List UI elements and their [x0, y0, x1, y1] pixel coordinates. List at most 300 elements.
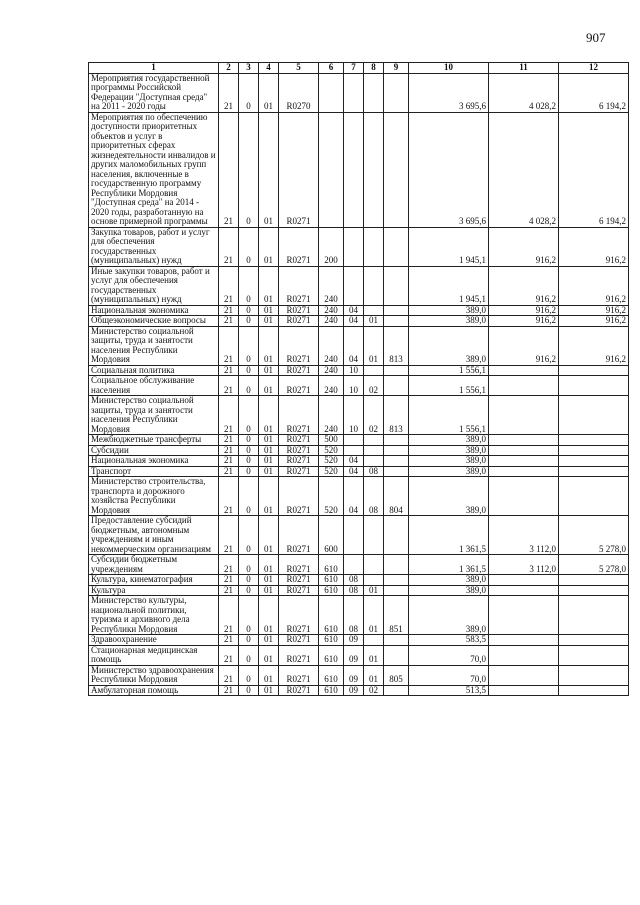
row-value-cell	[344, 435, 364, 446]
row-value-cell: 21	[219, 466, 239, 477]
row-value-cell: 04	[344, 456, 364, 467]
row-value-cell: 21	[219, 305, 239, 316]
table-row	[89, 477, 629, 516]
row-value-cell: R0271	[279, 635, 319, 646]
table-row	[89, 326, 629, 365]
row-label-cell: Национальная экономика	[89, 456, 219, 467]
row-value-cell: 0	[239, 585, 259, 596]
row-value-cell: 0	[239, 456, 259, 467]
table-row	[89, 396, 629, 435]
row-value-cell	[489, 665, 559, 685]
row-value-cell: 389,0	[409, 585, 489, 596]
row-value-cell	[489, 365, 559, 376]
row-value-cell	[559, 466, 629, 477]
row-value-cell: 01	[259, 376, 279, 396]
row-value-cell: 21	[219, 435, 239, 446]
table-header-row	[89, 63, 629, 74]
row-value-cell	[559, 456, 629, 467]
row-value-cell: 0	[239, 575, 259, 586]
row-value-cell	[364, 555, 384, 575]
row-value-cell	[384, 376, 409, 396]
table-row	[89, 73, 629, 112]
row-value-cell: 813	[384, 326, 409, 365]
row-value-cell: 01	[259, 365, 279, 376]
row-value-cell: 01	[259, 227, 279, 266]
row-value-cell: R0271	[279, 645, 319, 665]
row-value-cell: 01	[364, 585, 384, 596]
row-value-cell: R0271	[279, 365, 319, 376]
row-value-cell: 01	[259, 326, 279, 365]
column-header: 12	[559, 63, 629, 74]
row-value-cell	[559, 376, 629, 396]
row-value-cell: 0	[239, 266, 259, 305]
row-value-cell: 0	[239, 316, 259, 327]
table-row	[89, 645, 629, 665]
row-value-cell	[489, 376, 559, 396]
row-value-cell: 804	[384, 477, 409, 516]
row-value-cell: 0	[239, 396, 259, 435]
row-label-cell: Культура, кинематография	[89, 575, 219, 586]
row-value-cell: 0	[239, 305, 259, 316]
row-value-cell: 04	[344, 477, 364, 516]
table-row	[89, 596, 629, 635]
row-value-cell: 01	[259, 477, 279, 516]
row-value-cell: 5 278,0	[559, 516, 629, 555]
row-label-cell: Транспорт	[89, 466, 219, 477]
row-value-cell: 0	[239, 466, 259, 477]
row-value-cell: R0271	[279, 555, 319, 575]
row-value-cell	[384, 685, 409, 696]
row-value-cell	[344, 445, 364, 456]
row-value-cell	[489, 635, 559, 646]
row-value-cell: 389,0	[409, 466, 489, 477]
row-value-cell: 610	[319, 685, 344, 696]
row-value-cell: 0	[239, 596, 259, 635]
row-value-cell	[364, 456, 384, 467]
row-value-cell: R0271	[279, 665, 319, 685]
row-value-cell: 389,0	[409, 316, 489, 327]
row-value-cell	[559, 645, 629, 665]
row-label-cell: Мероприятия государственной программы Российской Федерации "Доступная среда" на 2011 - 2020 годы	[89, 73, 219, 112]
row-value-cell: 610	[319, 635, 344, 646]
row-value-cell	[319, 73, 344, 112]
row-value-cell: 01	[259, 316, 279, 327]
row-value-cell: 389,0	[409, 575, 489, 586]
row-label-cell: Стационарная медицинская помощь	[89, 645, 219, 665]
row-value-cell	[489, 596, 559, 635]
table-row	[89, 305, 629, 316]
table-row	[89, 665, 629, 685]
row-value-cell: 240	[319, 266, 344, 305]
row-value-cell: 09	[344, 665, 364, 685]
row-value-cell	[559, 635, 629, 646]
row-value-cell: 0	[239, 635, 259, 646]
row-value-cell: 21	[219, 376, 239, 396]
row-value-cell: 01	[259, 575, 279, 586]
row-value-cell: R0271	[279, 266, 319, 305]
row-value-cell: 1 945,1	[409, 266, 489, 305]
row-value-cell: 916,2	[489, 316, 559, 327]
row-value-cell	[364, 445, 384, 456]
row-value-cell: 500	[319, 435, 344, 446]
row-value-cell: 389,0	[409, 456, 489, 467]
row-value-cell: 21	[219, 555, 239, 575]
row-value-cell: 0	[239, 112, 259, 227]
row-value-cell: 21	[219, 516, 239, 555]
row-value-cell	[384, 445, 409, 456]
row-value-cell: 02	[364, 376, 384, 396]
row-value-cell: 01	[364, 326, 384, 365]
row-label-cell: Иные закупки товаров, работ и услуг для обеспечения государственных (муниципальных) нужд	[89, 266, 219, 305]
row-value-cell: 10	[344, 396, 364, 435]
row-value-cell: R0271	[279, 227, 319, 266]
row-value-cell	[384, 227, 409, 266]
row-value-cell	[489, 477, 559, 516]
row-value-cell: 4 028,2	[489, 112, 559, 227]
row-value-cell: R0271	[279, 685, 319, 696]
row-value-cell	[559, 585, 629, 596]
row-value-cell: 21	[219, 585, 239, 596]
row-value-cell: 0	[239, 477, 259, 516]
row-value-cell: 240	[319, 305, 344, 316]
row-value-cell	[489, 466, 559, 477]
row-value-cell: 583,5	[409, 635, 489, 646]
row-value-cell	[364, 635, 384, 646]
row-value-cell	[559, 396, 629, 435]
row-value-cell	[489, 445, 559, 456]
row-value-cell	[489, 645, 559, 665]
row-value-cell: R0271	[279, 585, 319, 596]
row-value-cell: 01	[259, 73, 279, 112]
row-value-cell: 1 556,1	[409, 376, 489, 396]
row-value-cell: 916,2	[559, 227, 629, 266]
row-value-cell: 70,0	[409, 665, 489, 685]
table-row	[89, 445, 629, 456]
row-value-cell: 3 112,0	[489, 516, 559, 555]
row-value-cell	[559, 665, 629, 685]
row-label-cell: Социальное обслуживание населения	[89, 376, 219, 396]
row-value-cell: R0271	[279, 435, 319, 446]
row-value-cell	[384, 575, 409, 586]
row-value-cell: 01	[259, 456, 279, 467]
row-value-cell	[384, 266, 409, 305]
column-header: 7	[344, 63, 364, 74]
row-value-cell: 851	[384, 596, 409, 635]
row-value-cell: 21	[219, 635, 239, 646]
row-value-cell: 01	[364, 645, 384, 665]
row-value-cell: 01	[259, 466, 279, 477]
row-value-cell: R0271	[279, 477, 319, 516]
row-value-cell: 520	[319, 456, 344, 467]
table-row	[89, 227, 629, 266]
row-label-cell: Субсидии бюджетным учреждениям	[89, 555, 219, 575]
table-row	[89, 555, 629, 575]
row-value-cell	[384, 635, 409, 646]
row-value-cell: 916,2	[559, 326, 629, 365]
row-value-cell: 3 695,6	[409, 73, 489, 112]
row-value-cell: 389,0	[409, 477, 489, 516]
row-value-cell: 916,2	[559, 316, 629, 327]
row-value-cell: R0271	[279, 516, 319, 555]
column-header: 9	[384, 63, 409, 74]
row-label-cell: Национальная экономика	[89, 305, 219, 316]
row-value-cell: 01	[259, 396, 279, 435]
row-value-cell: 04	[344, 326, 364, 365]
row-value-cell	[384, 73, 409, 112]
row-value-cell: R0271	[279, 376, 319, 396]
row-value-cell: 01	[259, 585, 279, 596]
row-value-cell: 01	[364, 316, 384, 327]
row-value-cell: 01	[259, 635, 279, 646]
row-value-cell: 5 278,0	[559, 555, 629, 575]
row-value-cell	[384, 316, 409, 327]
row-value-cell: R0271	[279, 112, 319, 227]
row-label-cell: Мероприятия по обеспечению доступности приоритетных объектов и услуг в приоритетных сферах жизнедеятельности инвалидов и других маломобильных групп населения, включенные в государственную программу Республики Мордовия "Доступная среда" на 2014 - 2020 годы, разработанную на основе примерной программы	[89, 112, 219, 227]
row-value-cell	[364, 73, 384, 112]
row-value-cell: 10	[344, 376, 364, 396]
row-value-cell: 3 112,0	[489, 555, 559, 575]
row-value-cell: 04	[344, 466, 364, 477]
row-value-cell	[344, 227, 364, 266]
row-value-cell: 21	[219, 645, 239, 665]
row-label-cell: Министерство здравоохранения Республики Мордовия	[89, 665, 219, 685]
row-value-cell	[384, 645, 409, 665]
row-value-cell: R0271	[279, 575, 319, 586]
row-value-cell: 389,0	[409, 326, 489, 365]
row-value-cell: 389,0	[409, 305, 489, 316]
row-value-cell: 813	[384, 396, 409, 435]
row-value-cell: R0271	[279, 305, 319, 316]
row-value-cell: 21	[219, 665, 239, 685]
row-value-cell: 08	[364, 477, 384, 516]
row-value-cell: 01	[259, 596, 279, 635]
row-value-cell: 389,0	[409, 445, 489, 456]
row-value-cell: 21	[219, 227, 239, 266]
row-value-cell: 21	[219, 685, 239, 696]
row-value-cell: 0	[239, 665, 259, 685]
row-value-cell: 21	[219, 445, 239, 456]
column-header: 3	[239, 63, 259, 74]
row-value-cell: 0	[239, 685, 259, 696]
row-value-cell: 0	[239, 227, 259, 266]
row-value-cell: 01	[259, 435, 279, 446]
row-value-cell: R0271	[279, 466, 319, 477]
row-value-cell	[384, 585, 409, 596]
row-value-cell: 09	[344, 635, 364, 646]
row-value-cell: 389,0	[409, 435, 489, 446]
row-value-cell: 916,2	[489, 227, 559, 266]
row-value-cell	[489, 435, 559, 446]
row-value-cell	[364, 575, 384, 586]
row-value-cell: 1 556,1	[409, 396, 489, 435]
row-value-cell	[344, 112, 364, 227]
row-value-cell: 01	[259, 665, 279, 685]
row-value-cell: 0	[239, 445, 259, 456]
row-value-cell: 610	[319, 555, 344, 575]
row-value-cell: 916,2	[559, 305, 629, 316]
row-value-cell: 0	[239, 555, 259, 575]
row-value-cell: 21	[219, 316, 239, 327]
row-value-cell: 805	[384, 665, 409, 685]
column-header: 8	[364, 63, 384, 74]
row-value-cell: 240	[319, 326, 344, 365]
row-label-cell: Амбулаторная помощь	[89, 685, 219, 696]
row-value-cell: 0	[239, 326, 259, 365]
row-value-cell: 916,2	[489, 326, 559, 365]
row-value-cell: 4 028,2	[489, 73, 559, 112]
row-value-cell: 21	[219, 477, 239, 516]
row-value-cell	[364, 305, 384, 316]
row-value-cell: 21	[219, 575, 239, 586]
row-value-cell: 01	[259, 445, 279, 456]
row-value-cell: 08	[344, 575, 364, 586]
row-label-cell: Министерство социальной защиты, труда и занятости населения Республики Мордовия	[89, 396, 219, 435]
row-value-cell: 610	[319, 665, 344, 685]
budget-table	[88, 62, 629, 696]
row-value-cell: R0271	[279, 326, 319, 365]
row-value-cell: 389,0	[409, 596, 489, 635]
row-value-cell: 1 361,5	[409, 555, 489, 575]
row-value-cell: 200	[319, 227, 344, 266]
row-label-cell: Общеэкономические вопросы	[89, 316, 219, 327]
row-value-cell: 0	[239, 645, 259, 665]
row-value-cell	[364, 516, 384, 555]
row-value-cell: 70,0	[409, 645, 489, 665]
row-value-cell: 1 361,5	[409, 516, 489, 555]
row-label-cell: Предоставление субсидий бюджетным, автономным учреждениям и иным некоммерческим организациям	[89, 516, 219, 555]
column-header: 6	[319, 63, 344, 74]
row-value-cell	[364, 435, 384, 446]
row-label-cell: Субсидии	[89, 445, 219, 456]
row-value-cell: 520	[319, 466, 344, 477]
row-value-cell: R0271	[279, 596, 319, 635]
table-row	[89, 456, 629, 467]
row-value-cell: 6 194,2	[559, 73, 629, 112]
row-value-cell	[384, 365, 409, 376]
row-label-cell: Министерство социальной защиты, труда и занятости населения Республики Мордовия	[89, 326, 219, 365]
row-value-cell: 513,5	[409, 685, 489, 696]
row-value-cell: R0271	[279, 316, 319, 327]
row-label-cell: Здравоохранение	[89, 635, 219, 646]
row-value-cell: 01	[259, 685, 279, 696]
row-value-cell	[384, 112, 409, 227]
row-value-cell: 01	[364, 596, 384, 635]
row-value-cell: 01	[259, 555, 279, 575]
row-value-cell: 610	[319, 575, 344, 586]
row-value-cell: 21	[219, 112, 239, 227]
row-value-cell: R0270	[279, 73, 319, 112]
row-value-cell: 916,2	[559, 266, 629, 305]
row-value-cell: 520	[319, 445, 344, 456]
row-value-cell: 1 945,1	[409, 227, 489, 266]
row-value-cell: 240	[319, 316, 344, 327]
row-value-cell	[384, 516, 409, 555]
row-value-cell	[344, 555, 364, 575]
row-value-cell: 600	[319, 516, 344, 555]
row-value-cell	[319, 112, 344, 227]
row-value-cell: 01	[259, 305, 279, 316]
row-value-cell: 610	[319, 596, 344, 635]
row-value-cell	[559, 477, 629, 516]
row-value-cell: R0271	[279, 396, 319, 435]
table-row	[89, 316, 629, 327]
row-value-cell: 10	[344, 365, 364, 376]
row-value-cell: 1 556,1	[409, 365, 489, 376]
row-value-cell: 08	[344, 596, 364, 635]
row-value-cell: 3 695,6	[409, 112, 489, 227]
row-value-cell	[364, 266, 384, 305]
row-value-cell	[384, 555, 409, 575]
column-header: 1	[89, 63, 219, 74]
row-label-cell: Межбюджетные трансферты	[89, 435, 219, 446]
row-value-cell: 610	[319, 645, 344, 665]
column-header: 10	[409, 63, 489, 74]
row-value-cell: 21	[219, 596, 239, 635]
row-value-cell	[489, 685, 559, 696]
row-value-cell	[559, 365, 629, 376]
row-value-cell: 0	[239, 435, 259, 446]
table-row	[89, 516, 629, 555]
row-value-cell	[344, 516, 364, 555]
row-value-cell	[559, 435, 629, 446]
row-value-cell	[384, 435, 409, 446]
row-value-cell: 916,2	[489, 266, 559, 305]
row-value-cell: 21	[219, 456, 239, 467]
column-header: 11	[489, 63, 559, 74]
row-value-cell: 6 194,2	[559, 112, 629, 227]
row-label-cell: Социальная политика	[89, 365, 219, 376]
row-value-cell: 09	[344, 645, 364, 665]
row-value-cell: 21	[219, 266, 239, 305]
row-value-cell: 01	[259, 645, 279, 665]
row-value-cell: 02	[364, 396, 384, 435]
row-value-cell	[489, 396, 559, 435]
row-label-cell: Закупка товаров, работ и услуг для обеспечения государственных (муниципальных) нужд	[89, 227, 219, 266]
row-value-cell	[364, 227, 384, 266]
table-row	[89, 266, 629, 305]
table-row	[89, 466, 629, 477]
table-row	[89, 635, 629, 646]
row-value-cell	[489, 575, 559, 586]
row-value-cell: 240	[319, 376, 344, 396]
row-label-cell: Культура	[89, 585, 219, 596]
table-row	[89, 376, 629, 396]
row-value-cell	[559, 596, 629, 635]
column-header: 5	[279, 63, 319, 74]
row-value-cell: 08	[344, 585, 364, 596]
row-value-cell	[489, 585, 559, 596]
row-value-cell: 0	[239, 365, 259, 376]
row-value-cell: 240	[319, 396, 344, 435]
row-value-cell	[384, 456, 409, 467]
row-value-cell	[364, 365, 384, 376]
row-value-cell: R0271	[279, 456, 319, 467]
row-value-cell	[344, 73, 364, 112]
row-value-cell	[384, 466, 409, 477]
page-number: 907	[586, 30, 606, 45]
column-header: 4	[259, 63, 279, 74]
row-value-cell	[559, 445, 629, 456]
table-row	[89, 585, 629, 596]
row-value-cell: 0	[239, 73, 259, 112]
row-value-cell: 08	[364, 466, 384, 477]
row-value-cell: 916,2	[489, 305, 559, 316]
table-row	[89, 435, 629, 446]
row-value-cell: 21	[219, 396, 239, 435]
row-value-cell: 01	[364, 665, 384, 685]
row-value-cell: 04	[344, 305, 364, 316]
row-value-cell: R0271	[279, 445, 319, 456]
